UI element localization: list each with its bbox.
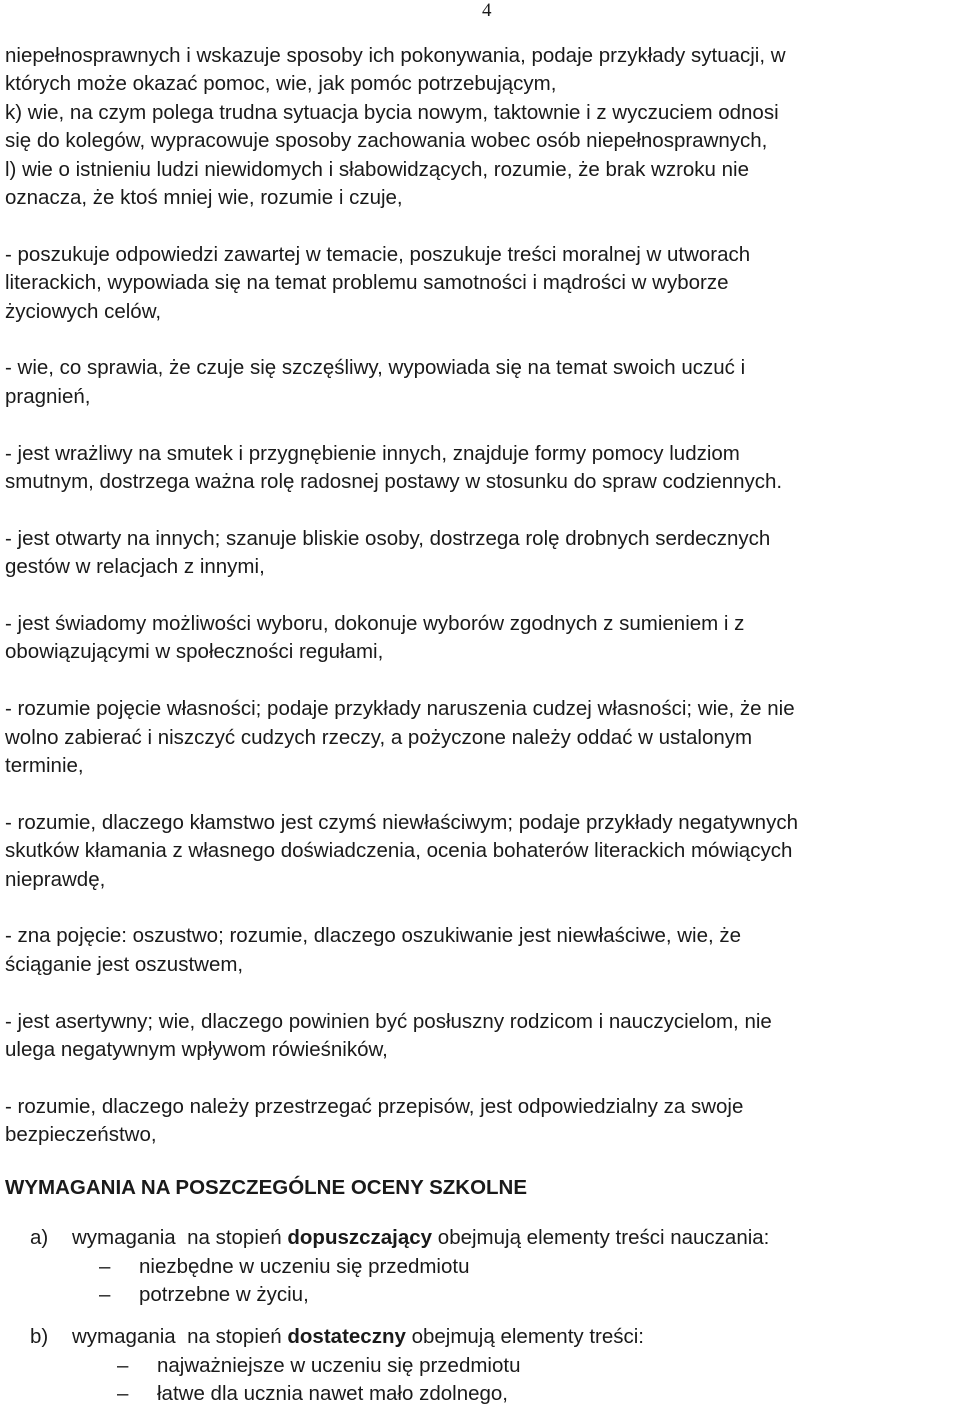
text-line: - poszukuje odpowiedzi zawartej w temacie, poszukuje treści moralnej w utworach <box>5 242 751 266</box>
text-line: smutnym, dostrzega ważna rolę radosnej postawy w stosunku do spraw codziennych. <box>5 470 783 494</box>
text-line: - jest otwarty na innych; szanuje bliskie osoby, dostrzega rolę drobnych serdecznych <box>5 526 771 550</box>
requirement-prefix: wymagania na stopień <box>72 1325 288 1349</box>
document-body <box>5 42 960 1409</box>
list-item <box>5 1253 960 1281</box>
page-number: 4 <box>482 0 492 21</box>
grade-name: dostateczny <box>287 1325 406 1349</box>
text-line: ściąganie jest oszustwem, <box>5 952 244 976</box>
paragraph <box>5 922 960 979</box>
list-item-text: łatwe dla ucznia nawet mało zdolnego, <box>157 1382 508 1406</box>
text-line: których może okazać pomoc, wie, jak pomóc potrzebującym, <box>5 72 557 96</box>
text-line: się do kolegów, wypracowuje sposoby zachowania wobec osób niepełnosprawnych, <box>5 129 768 153</box>
text-line: - rozumie pojęcie własności; podaje przykłady naruszenia cudzej własności; wie, że nie <box>5 697 795 721</box>
requirement-text <box>72 1323 644 1351</box>
requirement-suffix: obejmują elementy treści: <box>405 1325 645 1349</box>
text-line: oznacza, że ktoś mniej wie, rozumie i czuje, <box>5 186 403 210</box>
list-item-text: niezbędne w uczeniu się przedmiotu <box>139 1254 470 1278</box>
list-item <box>5 1380 960 1408</box>
text-line: literackich, wypowiada się na temat problemu samotności i mądrości w wyborze <box>5 271 729 295</box>
requirement-a <box>5 1224 960 1309</box>
text-line: - rozumie, dlaczego należy przestrzegać przepisów, jest odpowiedzialny za swoje <box>5 1094 744 1118</box>
text-line: życiowych celów, <box>5 299 162 323</box>
list-item <box>5 1352 960 1380</box>
list-item-text: najważniejsze w uczeniu się przedmiotu <box>157 1353 521 1377</box>
list-item-text: potrzebne w życiu, <box>139 1282 309 1306</box>
text-line: - wie, co sprawia, że czuje się szczęśliwy, wypowiada się na temat swoich uczuć i <box>5 356 746 380</box>
dash-bullet: – <box>99 1282 111 1306</box>
text-line: obowiązującymi w społeczności regułami, <box>5 640 384 664</box>
paragraph <box>5 809 960 894</box>
paragraph <box>5 610 960 667</box>
paragraph <box>5 1008 960 1065</box>
text-line: wolno zabierać i niszczyć cudzych rzeczy, a pożyczone należy oddać w ustalonym <box>5 725 753 749</box>
paragraph <box>5 1093 960 1150</box>
paragraph <box>5 440 960 497</box>
text-line: - jest świadomy możliwości wyboru, dokonuje wyborów zgodnych z sumieniem i z <box>5 612 745 636</box>
list-item <box>5 1281 960 1309</box>
text-line: - zna pojęcie: oszustwo; rozumie, dlaczego oszukiwanie jest niewłaściwe, wie, że <box>5 924 742 948</box>
text-line: ulega negatywnym wpływom rówieśników, <box>5 1038 388 1062</box>
list-letter: b) <box>30 1325 49 1349</box>
dash-bullet: – <box>99 1254 111 1278</box>
requirement-suffix: obejmują elementy treści nauczania: <box>432 1226 770 1250</box>
paragraph <box>5 354 960 411</box>
text-line: - rozumie, dlaczego kłamstwo jest czymś niewłaściwym; podaje przykłady negatywnych <box>5 810 798 834</box>
section-heading: WYMAGANIA NA POSZCZEGÓLNE OCENY SZKOLNE <box>5 1175 528 1199</box>
paragraph <box>5 525 960 582</box>
requirement-b <box>5 1323 960 1408</box>
text-line: pragnień, <box>5 384 91 408</box>
requirement-prefix: wymagania na stopień <box>72 1226 288 1250</box>
list-letter: a) <box>30 1226 49 1250</box>
text-line: k) wie, na czym polega trudna sytuacja bycia nowym, taktownie i z wyczuciem odnosi <box>5 100 779 124</box>
dash-bullet: – <box>117 1353 129 1377</box>
dash-bullet: – <box>117 1382 129 1406</box>
text-line: l) wie o istnieniu ludzi niewidomych i słabowidzących, rozumie, że brak wzroku nie <box>5 157 750 181</box>
requirement-text <box>72 1224 769 1252</box>
text-line: - jest wrażliwy na smutek i przygnębienie innych, znajduje formy pomocy ludziom <box>5 441 740 465</box>
intro-paragraph <box>5 42 960 212</box>
text-line: bezpieczeństwo, <box>5 1123 157 1147</box>
text-line: - jest asertywny; wie, dlaczego powinien być posłuszny rodzicom i nauczycielom, nie <box>5 1009 772 1033</box>
text-line: niepełnosprawnych i wskazuje sposoby ich pokonywania, podaje przykłady sytuacji, w <box>5 44 786 67</box>
paragraph <box>5 241 960 326</box>
text-line: gestów w relacjach z innymi, <box>5 555 265 579</box>
text-line: skutków kłamania z własnego doświadczenia, ocenia bohaterów literackich mówiących <box>5 839 793 863</box>
text-line: nieprawdę, <box>5 867 106 891</box>
paragraph <box>5 695 960 780</box>
text-line: terminie, <box>5 754 84 778</box>
grade-name: dopuszczający <box>287 1226 433 1250</box>
